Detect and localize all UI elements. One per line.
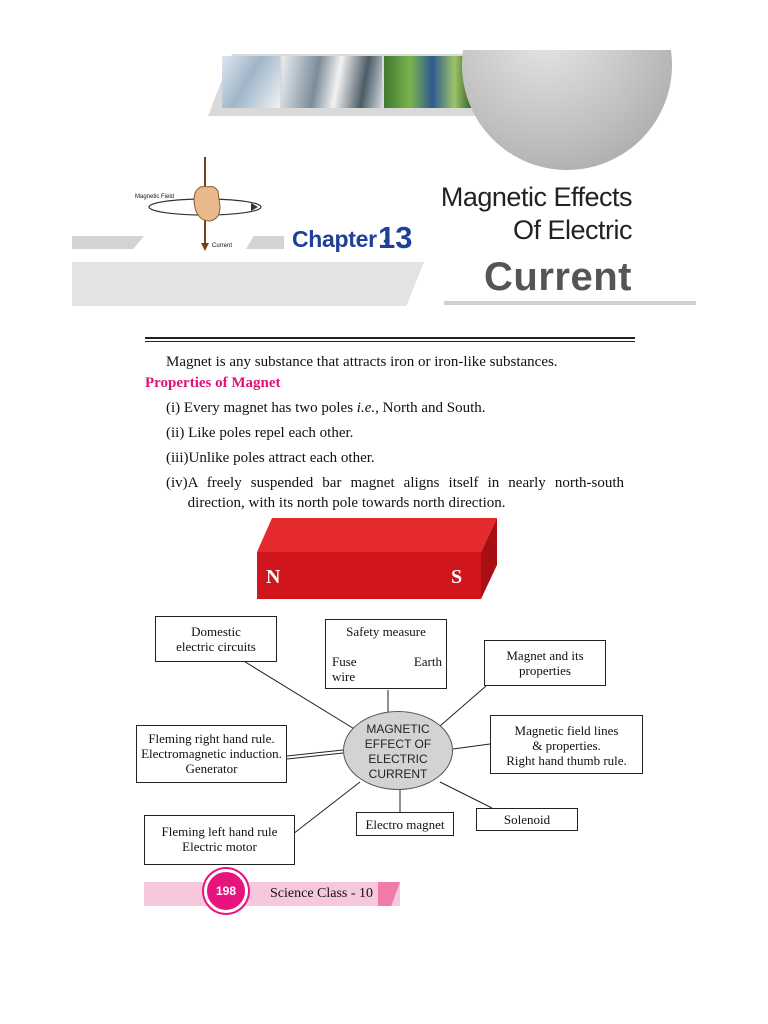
box-fleming-left	[144, 815, 295, 865]
property-text: Unlike poles attract each other.	[188, 450, 375, 466]
fuse-line: Fuse	[332, 654, 357, 669]
current-label: Current	[212, 243, 233, 249]
box-line: Electromagnetic induction.	[141, 746, 282, 761]
center-line: EFFECT OF	[364, 737, 432, 751]
box-line: properties	[519, 663, 571, 678]
properties-heading: Properties of Magnet	[145, 375, 281, 391]
south-pole-label: S	[451, 566, 463, 588]
property-num: (iv)	[166, 475, 188, 491]
box-line: Fleming left hand rule	[161, 824, 278, 839]
box-field-lines	[490, 715, 643, 774]
page-number: 198	[204, 869, 248, 913]
central-topic	[343, 711, 453, 790]
connector-field-lines	[453, 744, 490, 749]
box-line: Generator	[185, 761, 238, 776]
box-domestic-circuits	[155, 616, 277, 662]
box-line: Magnetic field lines	[514, 723, 619, 738]
property-text-after: North and South.	[378, 400, 486, 416]
property-italic: i.e.,	[356, 400, 379, 416]
connector-solenoid	[440, 782, 492, 808]
property-text: Like poles repel each other.	[188, 425, 354, 441]
chapter-label: Chapter -	[292, 226, 391, 252]
connector-magnet-props	[440, 686, 486, 726]
property-num: (i)	[166, 400, 181, 416]
connector-fleming-right	[287, 750, 343, 756]
connector-fleming-right-2	[287, 753, 343, 759]
safety-earth: Earth	[413, 654, 442, 669]
box-line: Magnet and its	[506, 648, 584, 663]
safety-title: Safety measure	[346, 624, 426, 639]
intro-text: Magnet is any substance that attracts iron or iron-like substances.	[166, 354, 558, 370]
box-electromagnet: Electro magnet	[356, 812, 454, 836]
box-line: electric circuits	[176, 639, 256, 654]
chapter-title-line2: Of Electric	[512, 215, 632, 245]
chapter-number: 13	[378, 220, 413, 255]
box-line: Electric motor	[182, 839, 257, 854]
box-fleming-right	[136, 725, 287, 783]
center-line: CURRENT	[368, 767, 428, 781]
box-line: Right hand thumb rule.	[506, 753, 627, 768]
safety-fuse	[332, 654, 357, 684]
connector-fleming-left	[293, 782, 360, 834]
north-pole-label: N	[266, 566, 281, 588]
magnetic-field-label: Magnetic Field	[135, 194, 175, 200]
chapter-title-line3: Current	[484, 255, 632, 299]
property-num: (ii)	[166, 425, 185, 441]
fuse-line: wire	[332, 669, 356, 684]
center-line: MAGNETIC	[366, 722, 430, 736]
property-text: Every magnet has two poles	[183, 400, 357, 416]
center-line: ELECTRIC	[368, 752, 428, 766]
property-num: (iii)	[166, 450, 189, 466]
box-magnet-properties	[484, 640, 606, 686]
property-text: A freely suspended bar magnet aligns itself in nearly north-south direction, with its north pole towards north direction.	[187, 475, 624, 511]
footer-label: Science Class - 10	[270, 886, 374, 901]
box-line: Fleming right hand rule.	[148, 731, 275, 746]
box-safety-measure	[325, 619, 447, 689]
box-line: & properties.	[532, 738, 601, 753]
box-solenoid: Solenoid	[476, 808, 578, 831]
chapter-title-line1: Magnetic Effects	[440, 182, 632, 212]
box-line: Domestic	[191, 624, 241, 639]
